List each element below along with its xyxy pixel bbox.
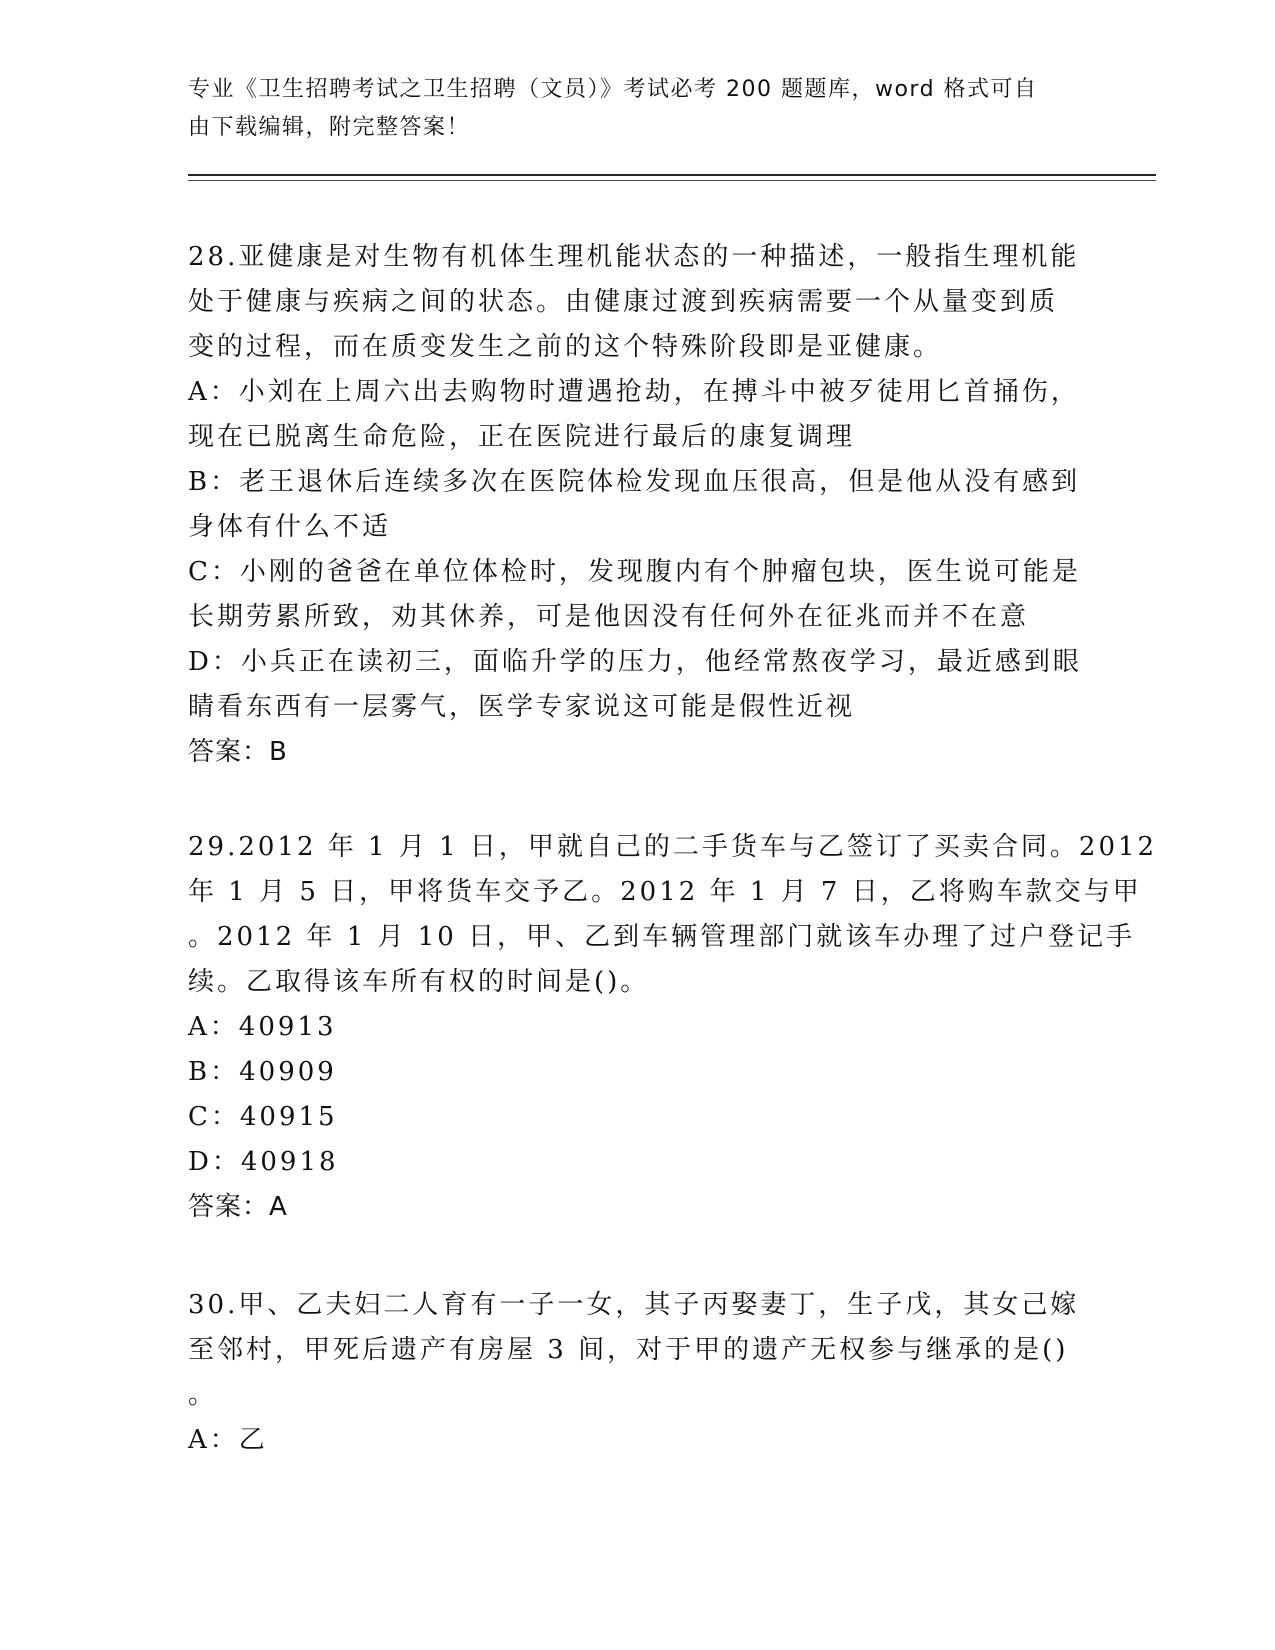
- option-d-line: 睛看东西有一层雾气，医学专家说这可能是假性近视: [188, 692, 856, 722]
- question-stem-line: 变的过程，而在质变发生之前的这个特殊阶段即是亚健康。: [188, 332, 943, 362]
- option-c-line: C：40915: [188, 1102, 338, 1132]
- option-a-line: A：40913: [188, 1012, 337, 1042]
- option-c-line: C：小刚的爸爸在单位体检时，发现腹内有个肿瘤包块，医生说可能是: [188, 557, 1081, 587]
- header-rule-thick: [188, 174, 1156, 176]
- option-b-line: 身体有什么不适: [188, 512, 392, 542]
- option-a-line: 现在已脱离生命危险，正在医院进行最后的康复调理: [188, 422, 856, 452]
- header-line: 专业《卫生招聘考试之卫生招聘（文员）》考试必考 200 题题库，word 格式可自: [188, 77, 1038, 102]
- question-stem-line: 。2012 年 1 月 10 日，甲、乙到车辆管理部门就该车办理了过户登记手: [188, 922, 1136, 952]
- option-b-line: B：老王退休后连续多次在医院体检发现血压很高，但是他从没有感到: [188, 467, 1081, 497]
- option-b-line: B：40909: [188, 1057, 337, 1087]
- question-stem-line: 年 1 月 5 日，甲将货车交予乙。2012 年 1 月 7 日，乙将购车款交与甲: [188, 877, 1142, 907]
- option-a-line: A：小刘在上周六出去购物时遭遇抢劫，在搏斗中被歹徒用匕首捅伤，: [188, 377, 1080, 407]
- document-header: [188, 71, 1068, 147]
- question-stem-line: 29.2012 年 1 月 1 日，甲就自己的二手货车与乙签订了买卖合同。2012: [188, 832, 1158, 862]
- question-28: [188, 235, 1088, 775]
- question-stem-line: 。: [188, 1380, 218, 1410]
- option-d-line: D：小兵正在读初三，面临升学的压力，他经常熬夜学习，最近感到眼: [188, 647, 1082, 677]
- answer-label: 答案：A: [188, 1192, 288, 1222]
- header-rule-thin: [188, 180, 1156, 181]
- header-line: 由下载编辑，附完整答案！: [188, 115, 471, 140]
- option-c-line: 长期劳累所致，劝其休养，可是他因没有任何外在征兆而并不在意: [188, 602, 1030, 632]
- question-30: [188, 1283, 1088, 1463]
- question-stem-line: 至邻村，甲死后遗产有房屋 3 间，对于甲的遗产无权参与继承的是(): [188, 1335, 1069, 1365]
- option-a-line: A：乙: [188, 1425, 268, 1455]
- question-stem-line: 30.甲、乙夫妇二人育有一子一女，其子丙娶妻丁，生子戊，其女己嫁: [188, 1290, 1080, 1320]
- question-stem-line: 28.亚健康是对生物有机体生理机能状态的一种描述，一般指生理机能: [188, 242, 1080, 272]
- question-29: [188, 825, 1158, 1230]
- option-d-line: D：40918: [188, 1147, 339, 1177]
- question-stem-line: 处于健康与疾病之间的状态。由健康过渡到疾病需要一个从量变到质: [188, 287, 1059, 317]
- question-stem-line: 续。乙取得该车所有权的时间是()。: [188, 967, 650, 997]
- answer-label: 答案：B: [188, 737, 288, 767]
